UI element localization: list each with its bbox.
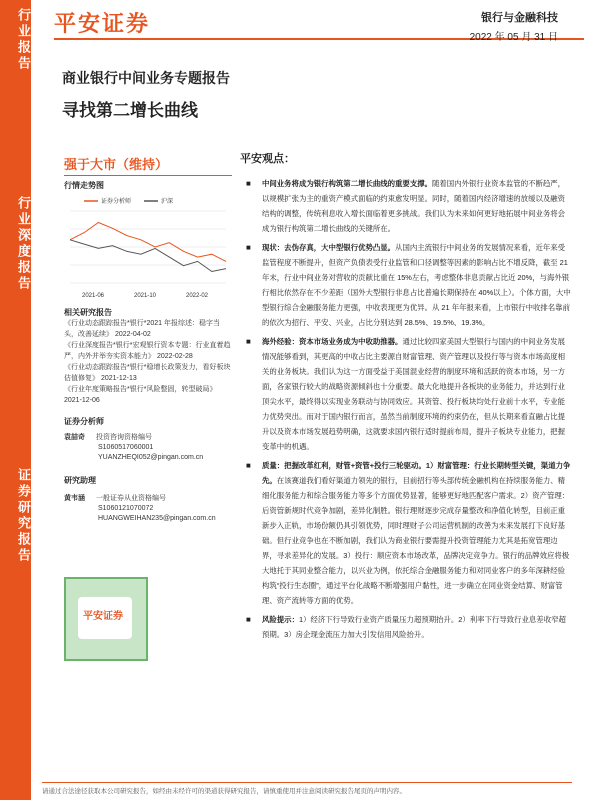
footer-divider bbox=[42, 782, 572, 783]
assistant-email[interactable]: HUANGWEIHAN235@pingan.com.cn bbox=[98, 515, 216, 522]
company-logo: 平安证券 bbox=[54, 11, 151, 36]
qr-logo-text: 平安证券 bbox=[83, 611, 123, 622]
rating: 强于大市（维持） bbox=[64, 157, 169, 172]
sidebar-label-deep: 行业深度报告 bbox=[16, 196, 31, 292]
report-date: 2022 年 05 月 31 日 bbox=[469, 32, 558, 43]
rating-divider bbox=[64, 175, 232, 176]
view-paragraph bbox=[240, 458, 572, 608]
paragraph-lead: 现状：去伪存真，大中型银行优势凸显。 bbox=[262, 243, 396, 252]
paragraph-lead: 风险提示： bbox=[262, 615, 299, 624]
analyst-id: S1060517060001 bbox=[98, 444, 154, 451]
sector-label: 银行与金融科技 bbox=[481, 12, 558, 24]
assistant-heading: 研究助理 bbox=[64, 476, 96, 485]
assistant-role: 一般证券从业资格编号 bbox=[95, 495, 166, 502]
qr-code bbox=[64, 577, 148, 661]
paragraph-text: 随着国内外银行业资本监管的不断趋严，以规模扩张为主的重资产模式面临的约束愈发明显。同时，随着国内经济增速的放缓以及融资结构的调整，传统利息收入增长面临着更多挑战。我们认为未来如何更好地拓展中间业务将会成为银行构筑第二增长曲线的关键所在。 bbox=[262, 179, 566, 233]
bullet-icon: ■ bbox=[246, 243, 251, 252]
view-paragraph bbox=[240, 240, 572, 330]
paragraph-lead: 中间业务将成为银行构筑第二增长曲线的重要支撑。 bbox=[262, 179, 432, 188]
bullet-icon: ■ bbox=[246, 615, 251, 624]
chart-xtick-label: 2022-02 bbox=[186, 293, 209, 299]
related-list bbox=[64, 318, 232, 406]
related-item[interactable]: 《行业年度策略报告*银行*风险整固，转型破局》 2021-12-06 bbox=[64, 386, 217, 404]
trend-heading: 行情走势图 bbox=[64, 181, 104, 190]
paragraph-text: 在该赛道我们看好渠道力领先的银行，目前招行等头部传统金融机构在持续服务能力、精细化服务能力和综合服务能力等多个方面优势显著，能够更好地匹配客户需求。2）资产管理：后资管新规时代竞争加剧，差异化制胜。银行理财逐步完成存量整改和净值化转型，目前正重新步入正轨，市场份额仍具引领优势，同时理财子公司运营机制的改善为未来发展打下良好基础。但行业竞争也在不断加剧，我们认为商业银行要需提升投资管理能力尤其是拓宽管理边界，寻求差异化的发展。3）投行：顺应资本市场改革，品牌决定竞争力。银行的品牌效应将极大地托于其同业整合能力，以兴业为例，依托综合金融服务能力和对同业客户的多年深耕经验构筑“投行生态圈”，通过平台化战略不断增强用户黏性，进一步确立在同业资金结算、财富管理、资产流转等方面的优势。 bbox=[262, 476, 570, 605]
sidebar bbox=[0, 0, 31, 800]
paragraph-text: 从国内主流银行中间业务的发展情况来看，近年来受监管程度不断提升，但资产负债表受行业监管和口径调整等因素的影响占比不增反降，截至 21 年末，行业中间业务对营收的贡献比重在 15%左右，考虑整体非息贡献占比近 20%，与海外银行相比依然存在不少差距（国外大型银行非息占比普遍长期保持在 40%以上）。个体方面，大中型银行综合金融服务能力更强，中收表现更为优异。从 21 年年报来看，上市银行中收排名靠前的依次为招行、平安、兴业，占比分别达到 28.5%、19.5%、19.3%。 bbox=[262, 243, 571, 327]
bullet-icon: ■ bbox=[246, 461, 251, 470]
related-item[interactable]: 《行业动态跟踪报告*银行*稳增长政策发力，看好板块估值修复》 2021-12-13 bbox=[64, 364, 231, 382]
bullet-icon: ■ bbox=[246, 337, 251, 346]
assistant-info bbox=[64, 494, 232, 524]
view-paragraph bbox=[240, 612, 572, 642]
paragraph-lead: 质量：把握改革红利，财管+资管+投行三轮驱动。1）财富管理：行业长期转型关键，渠道力争先。 bbox=[262, 461, 571, 485]
chart-xtick-label: 2021-06 bbox=[82, 293, 105, 299]
sidebar-label-report: 行业报告 bbox=[16, 8, 31, 72]
related-item[interactable]: 《行业深度报告*银行*宏观银行资本专题：行业直着趋严，内外并举夯实资本能力》 2022-02-28 bbox=[64, 342, 231, 360]
analyst-email[interactable]: YUANZHEQI052@pingan.com.cn bbox=[98, 454, 204, 461]
paragraph-lead: 海外经验：资本市场业务成为中收助推器。 bbox=[262, 337, 403, 346]
report-title: 商业银行中间业务专题报告 bbox=[62, 70, 230, 86]
chart-legend-label: 证券分析师 bbox=[101, 199, 132, 205]
bullet-icon: ■ bbox=[246, 179, 251, 188]
chart-series-line bbox=[70, 223, 226, 262]
report-subtitle: 寻找第二增长曲线 bbox=[62, 101, 198, 120]
analyst-heading: 证券分析师 bbox=[64, 417, 104, 426]
trend-chart-svg bbox=[64, 193, 232, 303]
chart-xtick-label: 2021-10 bbox=[134, 293, 157, 299]
chart-legend-label: 沪深 bbox=[161, 199, 174, 205]
view-paragraph bbox=[240, 334, 572, 454]
related-item[interactable]: 《行业动态跟踪报告*银行*2021 年报综述：稳字当头，改善延续》 2022-04-02 bbox=[64, 320, 220, 338]
analyst-name: 袁喆奇 bbox=[64, 434, 85, 441]
analyst-role: 投资咨询资格编号 bbox=[95, 434, 152, 441]
assistant-name: 黄韦涵 bbox=[64, 495, 85, 502]
related-heading: 相关研究报告 bbox=[64, 308, 112, 317]
footer-disclaimer: 请通过合法途径获取本公司研究报告，如经由未经许可的渠道获得研究报告，请慎重使用并注意阅读研究报告尾页的声明内容。 bbox=[42, 788, 406, 795]
right-column bbox=[240, 150, 572, 642]
left-column bbox=[64, 154, 232, 524]
assistant-id: S1060121070072 bbox=[98, 505, 154, 512]
paragraph-text: 通过比较四家美国大型银行与国内的中间业务发展情况能够看到，其更高的中收占比主要源自财富管理、资产管理以及投行等与资本市场高度相关的业务板块。我们认为这一方面受益于美国混业经营的制度环境和活跃的资本市场，另一方面，各家银行较大的战略资源倾斜也十分重要。最大化地提升各板块的业务能力，并达到行业顶尖水平，最终得以实现业务联动与协同效应。其资管、投行板块均处行业前十水平，专业能力优势突出。而对于国内银行而言，虽然当前制度环境的约束仍在，但从长期来看直融占比提升以及资本市场发展趋势明确，这就要求国内银行适时提前布局，提升子板块专业能力，把握变革中的机遇。 bbox=[262, 337, 566, 451]
trend-chart bbox=[64, 193, 232, 303]
view-paragraph bbox=[240, 176, 572, 236]
sidebar-label-research: 证券研究报告 bbox=[16, 468, 31, 564]
paragraph-text: 1）经济下行导致行业资产质量压力超预期抬升。2）利率下行导致行业息差收窄超预期。3）房企现金流压力加大引发信用风险抬升。 bbox=[262, 615, 566, 639]
view-title: 平安观点： bbox=[240, 153, 295, 165]
analyst-info bbox=[64, 433, 232, 463]
